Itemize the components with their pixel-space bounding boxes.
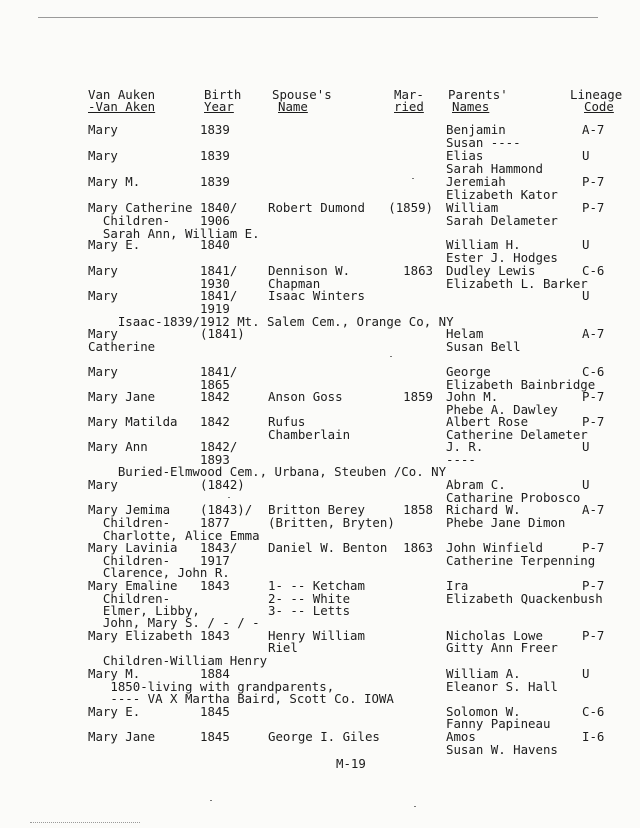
entry-name: Mary Catherine [88, 200, 193, 215]
entry-spouse-name: Chamberlain [268, 427, 351, 442]
entry-birth-year: 1841/ [200, 364, 238, 379]
header-birth-2: Year [204, 99, 234, 114]
entry-birth-year: 1906 [200, 213, 230, 228]
entry-parents-name: Nicholas Lowe [446, 628, 543, 643]
entry-name: Mary M. [88, 174, 141, 189]
entry-note: Charlotte, Alice Emma [88, 528, 260, 543]
entry-birth-year: 1917 [200, 553, 230, 568]
entry-birth-year: (1841) [200, 326, 245, 341]
entry-married-year: 1863 [403, 263, 433, 278]
entry-parents-name: Ester J. Hodges [446, 250, 558, 265]
entry-parents-name: Susan W. Havens [446, 742, 558, 757]
entry-married-year: (1859) [388, 200, 433, 215]
entry-lineage-code: C-6 [582, 364, 605, 379]
scan-speck [390, 356, 392, 357]
entry-spouse-name: Daniel W. Benton [268, 540, 388, 555]
entry-lineage-code: I-6 [582, 729, 605, 744]
entry-parents-name: Elizabeth L. Barker [446, 276, 588, 291]
entry-parents-name: Amos [446, 729, 476, 744]
scan-speck [414, 806, 416, 807]
entry-spouse-name: Robert Dumond [268, 200, 365, 215]
entry-name: Elmer, Libby, [88, 603, 200, 618]
entry-spouse-name: Henry William [268, 628, 365, 643]
entry-birth-year: 1843 [200, 578, 230, 593]
entry-parents-name: Catherine Delameter [446, 427, 588, 442]
entry-parents-name: Susan ---- [446, 135, 521, 150]
entry-name: 1850-living with grandparents, [88, 679, 335, 694]
entry-spouse-name: 3- -- Letts [268, 603, 351, 618]
entry-name: Children- [88, 515, 171, 530]
entry-lineage-code: A-7 [582, 326, 605, 341]
entry-name: Mary E. [88, 237, 141, 252]
page-number: M-19 [336, 756, 366, 771]
entry-lineage-code: U [582, 666, 590, 681]
entry-parents-name: George [446, 364, 491, 379]
entry-parents-name: Phebe A. Dawley [446, 402, 558, 417]
entry-name: Mary Lavinia [88, 540, 178, 555]
entry-lineage-code: P-7 [582, 414, 605, 429]
entry-lineage-code: C-6 [582, 704, 605, 719]
entry-name: Mary Jemima [88, 502, 171, 517]
entry-birth-year: 1839 [200, 148, 230, 163]
header-spouse-2: Name [278, 99, 308, 114]
entry-birth-year: 1865 [200, 377, 230, 392]
entry-parents-name: William [446, 200, 499, 215]
entry-birth-year: 1845 [200, 704, 230, 719]
entry-parents-name: Jeremiah [446, 174, 506, 189]
entry-lineage-code: P-7 [582, 628, 605, 643]
entry-lineage-code: P-7 [582, 389, 605, 404]
entry-parents-name: John M. [446, 389, 499, 404]
entry-name: Mary [88, 477, 118, 492]
entry-name: Children- [88, 591, 171, 606]
entry-married-year: 1863 [403, 540, 433, 555]
header-married-1: Mar- [394, 87, 424, 102]
entry-spouse-name: Britton Berey [268, 502, 365, 517]
entry-birth-year: 1845 [200, 729, 230, 744]
entry-name: Mary [88, 326, 118, 341]
header-parents-2: Names [452, 99, 490, 114]
entry-birth-year: 1841/ [200, 288, 238, 303]
entry-parents-name: Benjamin [446, 122, 506, 137]
header-birth-1: Birth [204, 87, 242, 102]
entry-birth-year: 1841/ [200, 263, 238, 278]
entry-parents-name: Gitty Ann Freer [446, 640, 558, 655]
entry-parents-name: William A. [446, 666, 521, 681]
entry-name: Mary [88, 288, 118, 303]
entry-birth-year: 1839 [200, 174, 230, 189]
header-married-2: ried [394, 99, 424, 114]
entry-birth-year: 1842 [200, 414, 230, 429]
entry-spouse-name: (Britten, Bryten) [268, 515, 395, 530]
entry-parents-name: Eleanor S. Hall [446, 679, 558, 694]
header-spouse-1: Spouse's [272, 87, 332, 102]
entry-name: Children- [88, 553, 171, 568]
entry-note: Clarence, John R. [88, 565, 230, 580]
entry-parents-name: William H. [446, 237, 521, 252]
entry-name: Mary Ann [88, 439, 148, 454]
entry-lineage-code: P-7 [582, 578, 605, 593]
entry-spouse-name: Chapman [268, 276, 321, 291]
header-parents-1: Parents' [448, 87, 508, 102]
entry-parents-name: Elizabeth Quackenbush [446, 591, 603, 606]
entry-lineage-code: U [582, 477, 590, 492]
entry-parents-name: John Winfield [446, 540, 543, 555]
entry-married-year: 1858 [403, 502, 433, 517]
scan-edge-dots [30, 822, 140, 824]
entry-birth-year: 1839 [200, 122, 230, 137]
entry-name: Mary Jane [88, 389, 156, 404]
entry-name: Mary Jane [88, 729, 156, 744]
entry-lineage-code: C-6 [582, 263, 605, 278]
entry-lineage-code: U [582, 439, 590, 454]
entry-parents-name: Fanny Papineau [446, 716, 551, 731]
entry-lineage-code: A-7 [582, 122, 605, 137]
entry-note: Isaac-1839/1912 Mt. Salem Cem., Orange Co, NY [88, 314, 454, 329]
entry-parents-name: Abram C. [446, 477, 506, 492]
entry-note: John, Mary S. / - / - [88, 615, 260, 630]
entry-name: Children- [88, 213, 171, 228]
entry-parents-name: Ira [446, 578, 469, 593]
entry-spouse-name: 1- -- Ketcham [268, 578, 365, 593]
entry-parents-name: Elizabeth Bainbridge [446, 377, 596, 392]
entry-birth-year: 1843/ [200, 540, 238, 555]
entry-spouse-name: Isaac Winters [268, 288, 365, 303]
entry-birth-year: 1930 [200, 276, 230, 291]
entry-parents-name: Helam [446, 326, 484, 341]
entry-parents-name: Susan Bell [446, 339, 521, 354]
entry-parents-name: Catherine Terpenning [446, 553, 596, 568]
entry-lineage-code: P-7 [582, 540, 605, 555]
entry-birth-year: 1840 [200, 237, 230, 252]
entry-parents-name: Catharine Probosco [446, 490, 581, 505]
entry-name: Mary M. [88, 666, 141, 681]
entry-note: Sarah Ann, William E. [88, 226, 260, 241]
entry-name: Mary [88, 263, 118, 278]
entry-spouse-name: George I. Giles [268, 729, 380, 744]
entry-name: Mary [88, 364, 118, 379]
entry-note: Buried-Elmwood Cem., Urbana, Steuben /Co. NY [88, 464, 447, 479]
entry-birth-year: 1919 [200, 301, 230, 316]
header-lineage-2: Code [584, 99, 614, 114]
entry-name: Mary Elizabeth [88, 628, 193, 643]
entry-birth-year: (1843)/ [200, 502, 253, 517]
entry-lineage-code: U [582, 148, 590, 163]
entry-parents-name: Richard W. [446, 502, 521, 517]
entry-birth-year: 1842/ [200, 439, 238, 454]
entry-spouse-name: Rufus [268, 414, 306, 429]
header-lineage-1: Lineage [570, 87, 623, 102]
entry-lineage-code: U [582, 288, 590, 303]
entry-parents-name: Dudley Lewis [446, 263, 536, 278]
entry-name: Mary [88, 148, 118, 163]
entry-parents-name: Phebe Jane Dimon [446, 515, 566, 530]
entry-lineage-code: P-7 [582, 200, 605, 215]
entry-birth-year: 1884 [200, 666, 230, 681]
entry-birth-year: 1843 [200, 628, 230, 643]
entry-parents-name: ---- [446, 452, 476, 467]
entry-parents-name: Sarah Hammond [446, 161, 543, 176]
entry-name: Mary Emaline [88, 578, 178, 593]
entry-parents-name: J. R. [446, 439, 484, 454]
entry-spouse-name: Riel [268, 640, 298, 655]
entry-note: ---- VA X Martha Baird, Scott Co. IOWA [88, 691, 394, 706]
entry-lineage-code: U [582, 237, 590, 252]
scan-speck [412, 178, 414, 179]
header-name-1: Van Auken [88, 87, 156, 102]
entry-birth-year: 1842 [200, 389, 230, 404]
entry-name: Mary Matilda [88, 414, 178, 429]
entry-name: Mary E. [88, 704, 141, 719]
entry-married-year: 1859 [403, 389, 433, 404]
entry-name: Catherine [88, 339, 156, 354]
entry-birth-year: 1840/ [200, 200, 238, 215]
entry-parents-name: Albert Rose [446, 414, 529, 429]
entry-birth-year: 1893 [200, 452, 230, 467]
header-name-2: -Van Aken [88, 99, 156, 114]
entry-birth-year: 1877 [200, 515, 230, 530]
entry-parents-name: Elizabeth Kator [446, 187, 558, 202]
entry-lineage-code: A-7 [582, 502, 605, 517]
entry-note: Children-William Henry [88, 653, 268, 668]
entry-parents-name: Solomon W. [446, 704, 521, 719]
entry-birth-year: (1842) [200, 477, 245, 492]
entry-lineage-code: P-7 [582, 174, 605, 189]
scan-speck [210, 800, 212, 801]
entry-spouse-name: 2- -- White [268, 591, 351, 606]
scan-speck [228, 497, 230, 498]
entry-spouse-name: Anson Goss [268, 389, 343, 404]
entry-parents-name: Sarah Delameter [446, 213, 558, 228]
entry-spouse-name: Dennison W. [268, 263, 351, 278]
entry-name: Mary [88, 122, 118, 137]
entry-parents-name: Elias [446, 148, 484, 163]
